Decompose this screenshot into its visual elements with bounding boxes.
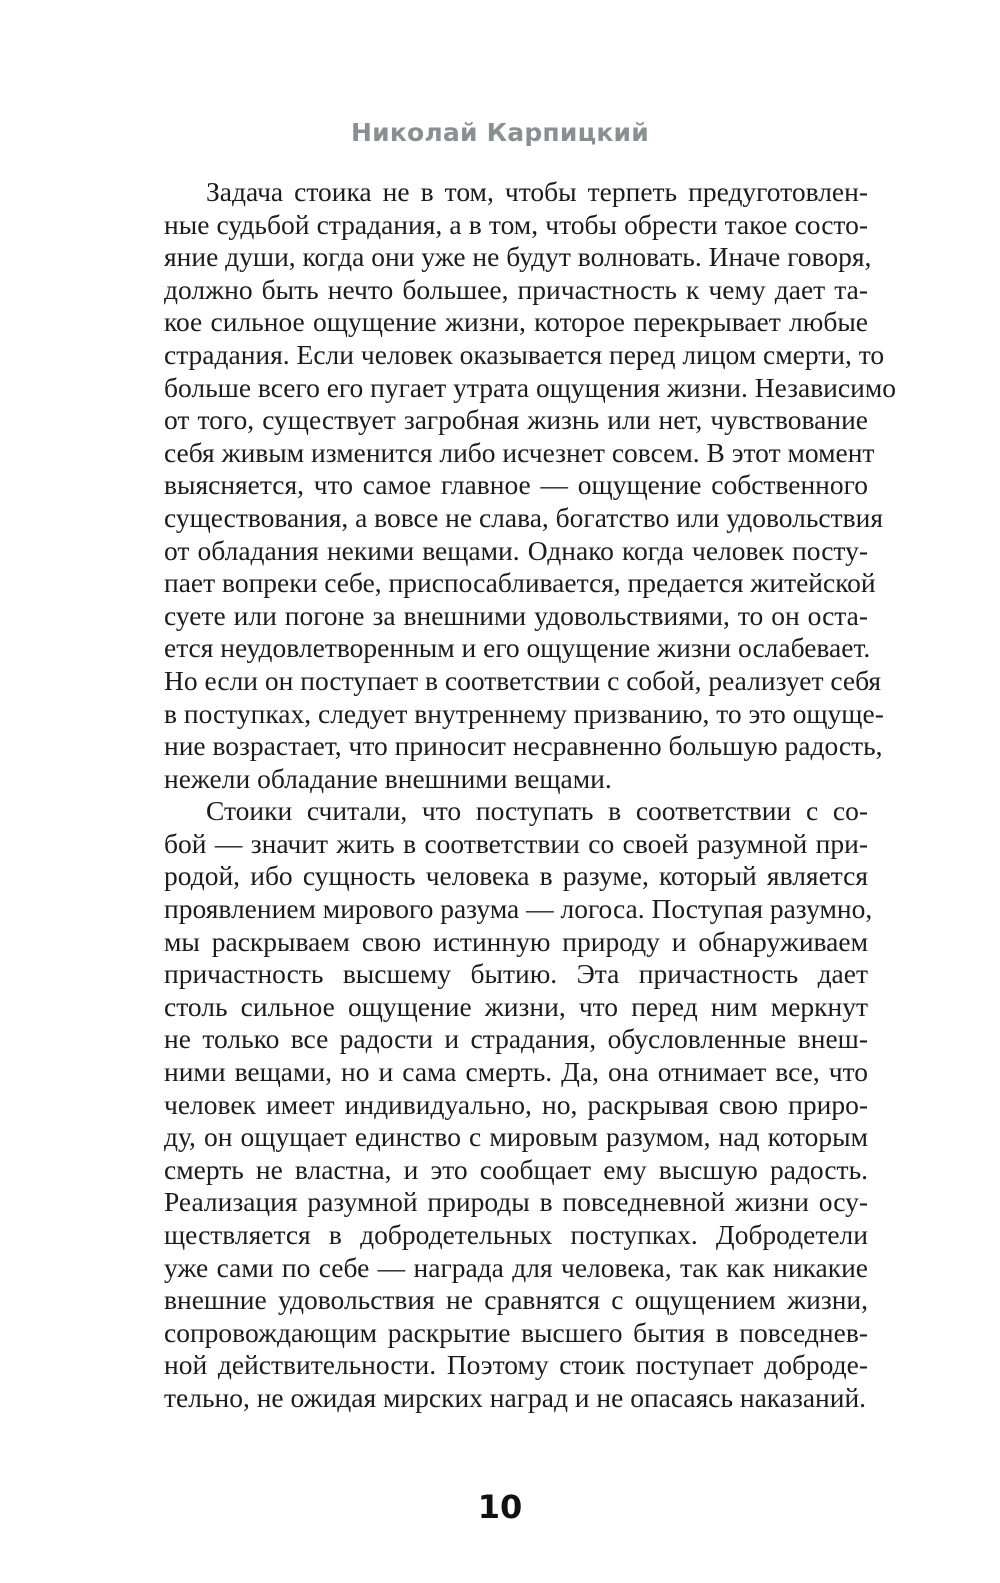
- text-line: больше всего его пугает утрата ощущения жизни. Независимо: [164, 371, 896, 403]
- text-line: Задача стоика не в том, чтобы терпеть предуготовлен-: [206, 176, 868, 207]
- text-line: ществляется в добродетельных поступках. Добродетели: [164, 1219, 868, 1250]
- text-line: проявлением мирового разума — логоса. Поступая разумно,: [164, 893, 873, 925]
- text-line: пает вопреки себе, приспосабливается, предается житейской: [164, 567, 876, 599]
- text-line: Реализация разумной природы в повседневной жизни осу-: [164, 1186, 868, 1218]
- text-line: от обладания некими вещами. Однако когда человек посту-: [164, 534, 868, 566]
- text-line: сопровождающим раскрытие высшего бытия в повседнев-: [164, 1316, 868, 1348]
- text-line: ние возрастает, что приносит несравненно большую радость,: [164, 730, 883, 762]
- running-head-author: Николай Карпицкий: [351, 118, 649, 147]
- text-line: мы раскрываем свою истинную природу и обнаруживаем: [164, 925, 868, 957]
- text-line: кое сильное ощущение жизни, которое перекрывает любые: [164, 306, 868, 338]
- text-line: выясняется, что самое главное — ощущение собственного: [164, 469, 868, 501]
- text-line: ется неудовлетворенным и его ощущение жизни ослабевает.: [164, 632, 871, 664]
- text-line: страдания. Если человек оказывается перед лицом смерти, то: [164, 338, 885, 370]
- text-line: ду, он ощущает единство с мировым разумом, над которым: [164, 1121, 868, 1153]
- body-text: [164, 176, 896, 1415]
- text-line: родой, ибо сущность человека в разуме, который является: [164, 860, 868, 892]
- text-line: ной действительности. Поэтому стоик поступает доброде-: [164, 1349, 868, 1381]
- text-line: не только все радости и страдания, обусловленные внеш-: [164, 1023, 868, 1055]
- text-line: причастность высшему бытию. Эта причастность дает: [164, 958, 868, 990]
- paragraph: [164, 795, 873, 1414]
- text-line: тельно, не ожидая мирских наград и не опасаясь наказаний.: [164, 1381, 867, 1413]
- text-line: суете или погоне за внешними удовольствиями, то он оста-: [164, 599, 868, 631]
- text-line: внешние удовольствия не сравнятся с ощущением жизни,: [164, 1284, 868, 1316]
- text-line: Но если он поступает в соответствии с собой, реализует себя: [164, 664, 882, 696]
- text-line: в поступках, следует внутреннему призванию, то это ощуще-: [164, 697, 884, 729]
- text-line: уже сами по себе — награда для человека, так как никакие: [164, 1251, 868, 1283]
- paragraph: [164, 176, 896, 795]
- text-line: себя живым изменится либо исчезнет совсем. В этот момент: [164, 436, 875, 468]
- text-line: ними вещами, но и сама смерть. Да, она отнимает все, что: [164, 1056, 868, 1088]
- page-number: 10: [477, 1488, 523, 1526]
- text-line: должно быть нечто большее, причастность к чему дает та-: [164, 273, 868, 305]
- text-line: смерть не властна, и это сообщает ему высшую радость.: [164, 1153, 868, 1185]
- text-line: столь сильное ощущение жизни, что перед ним меркнут: [164, 990, 868, 1022]
- text-line: нежели обладание внешними вещами.: [164, 762, 612, 794]
- text-line: ные судьбой страдания, а в том, чтобы обрести такое состо-: [164, 208, 868, 240]
- text-line: Стоики считали, что поступать в соответствии с со-: [206, 795, 868, 827]
- text-line: яние души, когда они уже не будут волновать. Иначе говоря,: [164, 241, 872, 273]
- text-line: бой — значит жить в соответствии со своей разумной при-: [164, 827, 868, 859]
- text-line: существования, а вовсе не слава, богатство или удовольствия: [164, 501, 884, 533]
- text-line: от того, существует загробная жизнь или нет, чувствование: [164, 404, 868, 436]
- text-line: человек имеет индивидуально, но, раскрывая свою приро-: [164, 1088, 868, 1120]
